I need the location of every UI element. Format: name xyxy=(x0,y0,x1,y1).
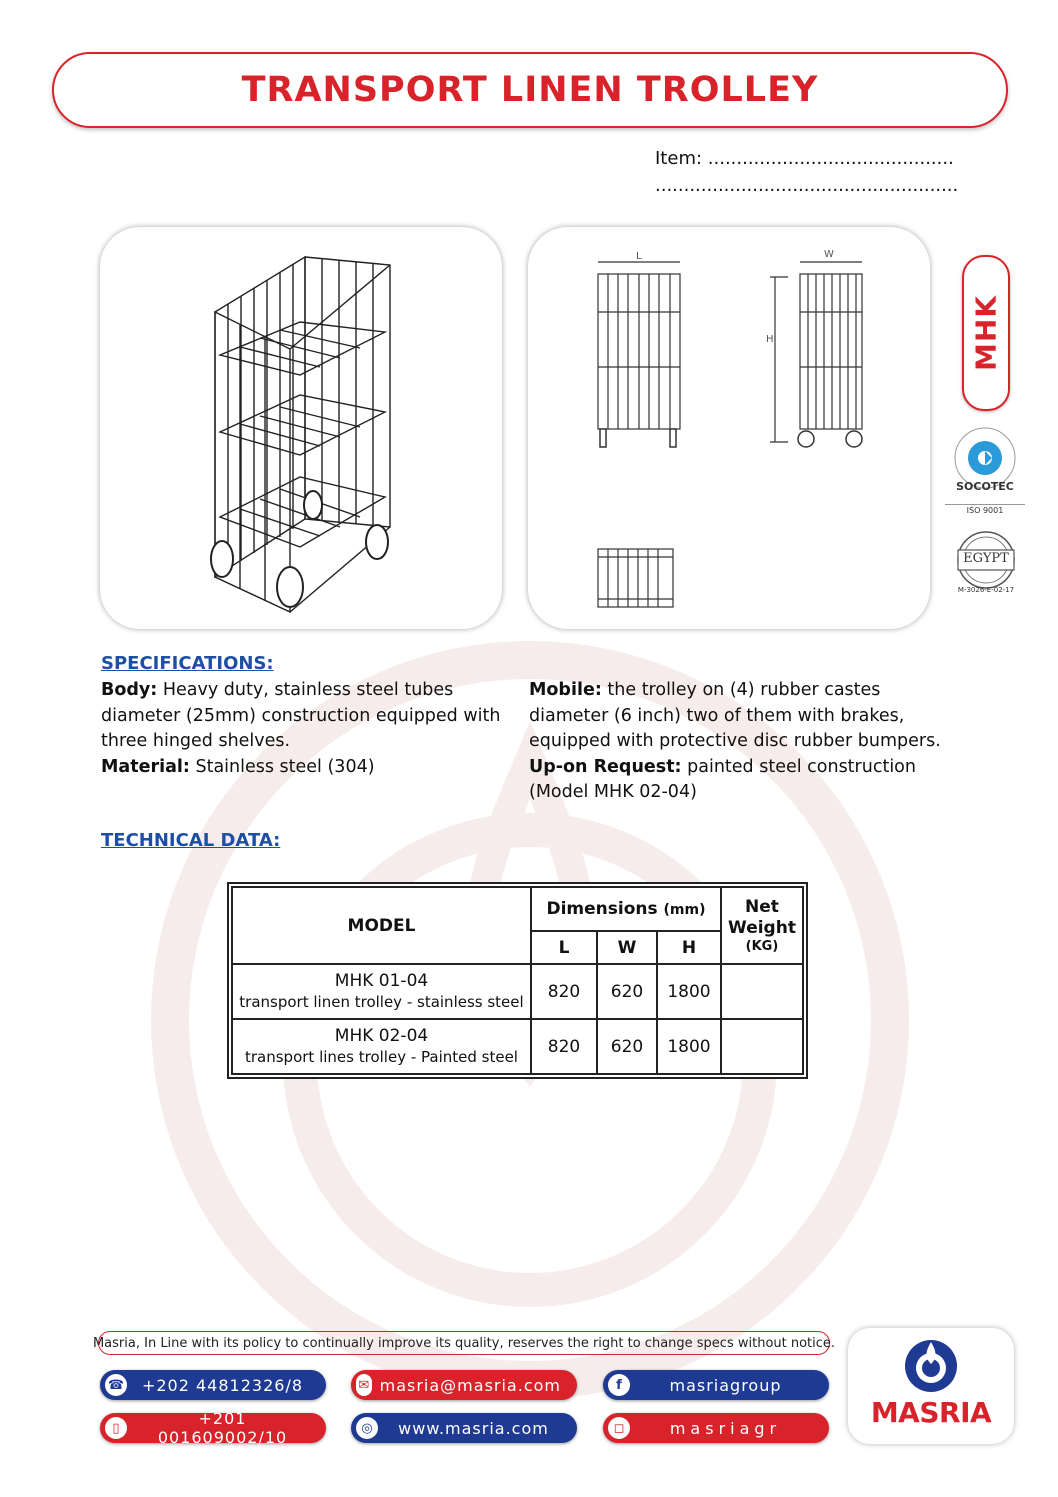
specifications-left xyxy=(101,678,511,780)
model-code-tab xyxy=(962,255,1010,411)
email-text: masria@masria.com xyxy=(379,1375,561,1395)
drawings-card xyxy=(528,227,930,629)
spec-material xyxy=(101,755,511,781)
model-code: MHK xyxy=(969,295,1003,371)
spec-body xyxy=(101,678,511,755)
trolley-isometric-drawing xyxy=(100,227,502,629)
item-field xyxy=(655,148,954,169)
email-icon: ✉ xyxy=(356,1374,372,1396)
phone2-pill[interactable] xyxy=(100,1409,326,1447)
row-model-cell xyxy=(232,964,531,1019)
masria-logo-icon xyxy=(903,1338,959,1394)
col-weight-header xyxy=(721,887,803,964)
socotec-standard: ISO 9001 xyxy=(945,504,1025,515)
row-weight xyxy=(721,1019,803,1074)
spec-request-text: painted steel construction (Model MHK 02-04) xyxy=(529,756,916,803)
col-w-header: W xyxy=(597,931,657,964)
col-dimensions-unit: (mm) xyxy=(663,902,706,918)
spec-request-label: Up-on Request: xyxy=(529,756,682,777)
item-line-1: ........................................... xyxy=(707,148,954,169)
col-dimensions-header xyxy=(531,887,721,931)
dim-w-label: W xyxy=(824,249,834,260)
row-l: 820 xyxy=(531,1019,597,1074)
specifications-heading: SPECIFICATIONS: xyxy=(101,653,274,674)
egypt-certification-logo xyxy=(948,530,1024,600)
col-weight-line2: Weight xyxy=(728,917,796,938)
spec-material-label: Material: xyxy=(101,756,190,777)
spec-material-text: Stainless steel (304) xyxy=(189,756,375,777)
row-l: 820 xyxy=(531,964,597,1019)
phone-icon: ☎ xyxy=(105,1374,127,1396)
item-line-2: ..................................................... xyxy=(655,175,959,196)
brand-name: MASRIA xyxy=(870,1396,992,1429)
mobile-phone-icon: ▯ xyxy=(105,1417,127,1439)
facebook-pill[interactable] xyxy=(603,1370,829,1400)
title-banner xyxy=(52,52,1008,128)
instagram-pill[interactable] xyxy=(603,1413,829,1443)
phone1-text: +202 44812326/8 xyxy=(141,1375,304,1395)
item-label: Item: xyxy=(655,148,703,169)
orthographic-drawings xyxy=(528,227,930,629)
instagram-text: masriagr xyxy=(669,1418,782,1438)
email-pill[interactable] xyxy=(351,1370,577,1400)
dim-h-label: H xyxy=(766,334,774,345)
row-model: MHK 02-04 xyxy=(334,1025,429,1046)
row-weight xyxy=(721,964,803,1019)
row-model-cell xyxy=(232,1019,531,1074)
facebook-icon: f xyxy=(608,1374,630,1396)
globe-icon: ◎ xyxy=(356,1417,378,1439)
socotec-name: SOCOTEC xyxy=(956,480,1014,493)
col-weight-unit: (KG) xyxy=(745,938,779,954)
row-w: 620 xyxy=(597,964,657,1019)
facebook-text: masriagroup xyxy=(669,1375,782,1395)
egypt-code: M-3026-E-02-17 xyxy=(957,586,1015,594)
spec-mobile-label: Mobile: xyxy=(529,680,602,700)
col-h-header: H xyxy=(657,931,721,964)
website-text: www.masria.com xyxy=(398,1418,549,1438)
row-h: 1800 xyxy=(657,964,721,1019)
technical-table-frame xyxy=(227,882,808,1079)
instagram-icon: ◻ xyxy=(608,1417,630,1439)
row-h: 1800 xyxy=(657,1019,721,1074)
col-l-header: L xyxy=(531,931,597,964)
row-model: MHK 01-04 xyxy=(334,970,429,991)
row-desc: transport lines trolley - Painted steel xyxy=(245,1047,518,1066)
technical-heading: TECHNICAL DATA: xyxy=(101,830,281,851)
col-dimensions-label: Dimensions xyxy=(546,899,658,919)
spec-request xyxy=(529,755,949,806)
brand-logo-card xyxy=(848,1328,1014,1444)
egypt-name: EGYPT xyxy=(963,551,1009,566)
dim-l-label: L xyxy=(636,251,642,262)
row-desc: transport linen trolley - stainless steel xyxy=(239,992,524,1011)
col-model-header: MODEL xyxy=(232,887,531,964)
phone1-pill[interactable] xyxy=(100,1370,326,1400)
specifications-right xyxy=(529,678,949,806)
spec-body-text: Heavy duty, stainless steel tubes diameter (25mm) construction equipped with three hinged shelves. xyxy=(101,680,501,752)
phone2-text: +201 001609002/10 xyxy=(157,1409,288,1447)
page-title: TRANSPORT LINEN TROLLEY xyxy=(241,70,819,110)
spec-mobile xyxy=(529,678,949,755)
table-row xyxy=(232,964,803,1019)
row-w: 620 xyxy=(597,1019,657,1074)
product-image-card xyxy=(100,227,502,629)
spec-mobile-text: the trolley on (4) rubber castes diameter (6 inch) two of them with brakes, equipped with protective disc rubber bumpers. xyxy=(529,680,941,752)
website-pill[interactable] xyxy=(351,1413,577,1443)
spec-body-label: Body: xyxy=(101,680,158,700)
table-row xyxy=(232,1019,803,1074)
footer-notice: Masria, In Line with its policy to continually improve its quality, reserves the right to change specs without notice. xyxy=(98,1331,830,1355)
col-weight-line1: Net xyxy=(745,896,779,917)
socotec-certification-logo xyxy=(945,420,1025,520)
technical-table xyxy=(231,886,804,1075)
